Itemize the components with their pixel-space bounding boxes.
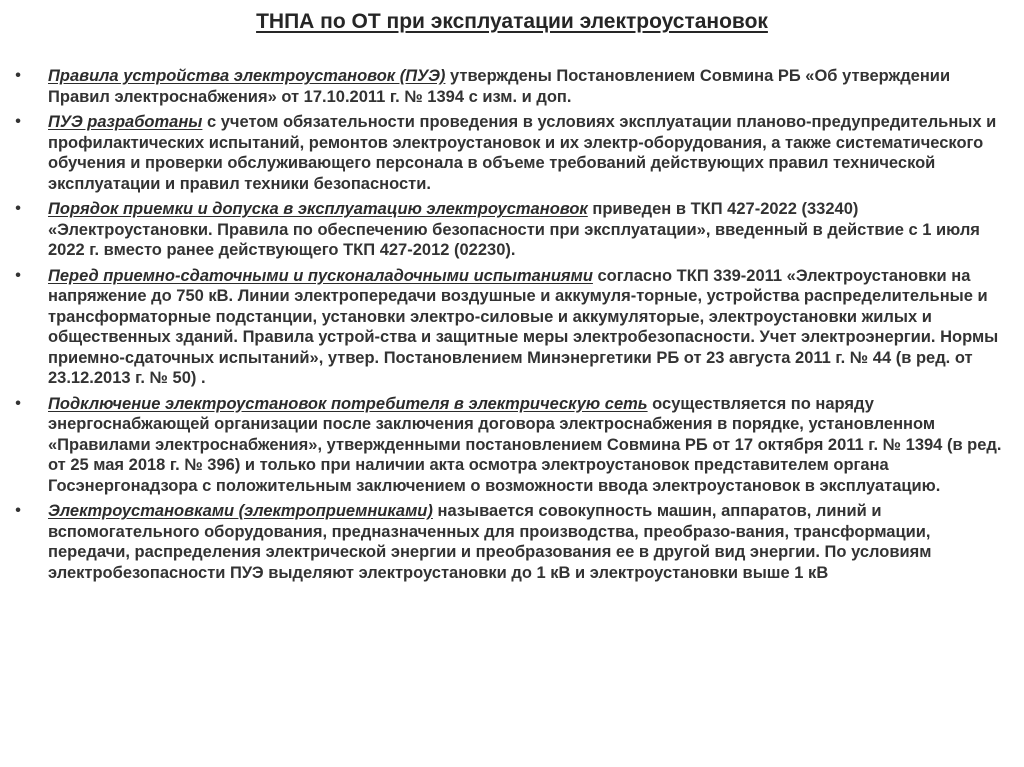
bullet-icon: •	[15, 113, 21, 130]
bullet-lead: Порядок приемки и допуска в эксплуатацию электроустановок	[48, 200, 588, 218]
bullet-item-acceptance-order	[8, 199, 1008, 261]
bullet-text: приведен в ТКП 427-2022 (33240) «Электроустановки. Правила по обеспечению безопасности при эксплуатации», введенный в действие с 1 июля 2022 г. вместо ранее действующего ТКП 427-2012 (02230).	[48, 200, 980, 259]
bullet-icon: •	[15, 200, 21, 217]
bullet-text: с учетом обязательности проведения в условиях эксплуатации планово-предупредительных и профилактических испытаний, ремонтов электроустановок и их электр-оборудования, а также систематического обучения и проверки обслуживающего персонала в объеме требований действующих правил технической эксплуатации и правил техники безопасности.	[48, 113, 997, 193]
bullet-item-definition	[8, 501, 1008, 583]
bullet-lead: ПУЭ разработаны	[48, 113, 203, 131]
bullet-item-ppue	[8, 66, 1008, 107]
bullet-text: согласно ТКП 339-2011 «Электроустановки на напряжение до 750 кВ. Линии электропередачи воздушные и аккумуля-торные, устройства распределительные и трансформаторные подстанции, установки электро-силовые и аккумуляторые, электроустановки жилых и общественных зданий. Правила устрой-ства и защитные меры электробезопасности. Учет электроэнергии. Нормы приемно-сдаточных испытаний», утвер. Постановлением Минэнергетики РБ от 23 августа 2011 г. № 44 (в ред. от 23.12.2013 г. № 50) .	[48, 266, 999, 387]
bullet-item-testing	[8, 266, 1008, 389]
bullet-lead: Правила устройства электроустановок (ПУЭ)	[48, 67, 446, 85]
bullet-lead: Перед приемно-сдаточными и пусконаладочными испытаниями	[48, 266, 593, 285]
bullet-icon: •	[15, 67, 21, 84]
bullet-list	[8, 66, 1008, 588]
bullet-icon: •	[15, 502, 21, 519]
bullet-item-pue-developed	[8, 112, 1008, 194]
slide-title: ТНПА по ОТ при эксплуатации электроустановок	[256, 10, 768, 33]
bullet-icon: •	[15, 266, 21, 284]
bullet-lead: Электроустановками (электроприемниками)	[48, 502, 433, 520]
bullet-text: утверждены Постановлением Совмина РБ «Об утверждении Правил электроснабжения» от 17.10.2011 г. № 1394 с изм. и доп.	[48, 67, 951, 106]
bullet-text: называется совокупность машин, аппаратов, линий и вспомогательного оборудования, предназначенных для производства, преобразо-вания, трансформации, передачи, распределения электрической энергии и преобразования ее в другой вид энергии. По условиям электробезопасности ПУЭ выделяют электроустановки до 1 кВ и электроустановки выше 1 кВ	[48, 502, 932, 582]
bullet-item-connection	[8, 394, 1008, 497]
bullet-lead: Подключение электроустановок потребителя в электрическую сеть	[48, 394, 648, 413]
bullet-text: осуществляется по наряду энергоснабжающей организации после заключения договора электроснабжения в порядке, установленном «Правилами электроснабжения», утвержденными постановлением Совмина РБ от 17 октября 2011 г. № 1394 (в ред. от 25 мая 2018 г. № 396) и только при наличии акта осмотра электроустановок представителем органа Госэнергонадзора с положительным заключением о возможности ввода электроустановок в эксплуатацию.	[48, 394, 1002, 495]
bullet-icon: •	[15, 394, 21, 412]
